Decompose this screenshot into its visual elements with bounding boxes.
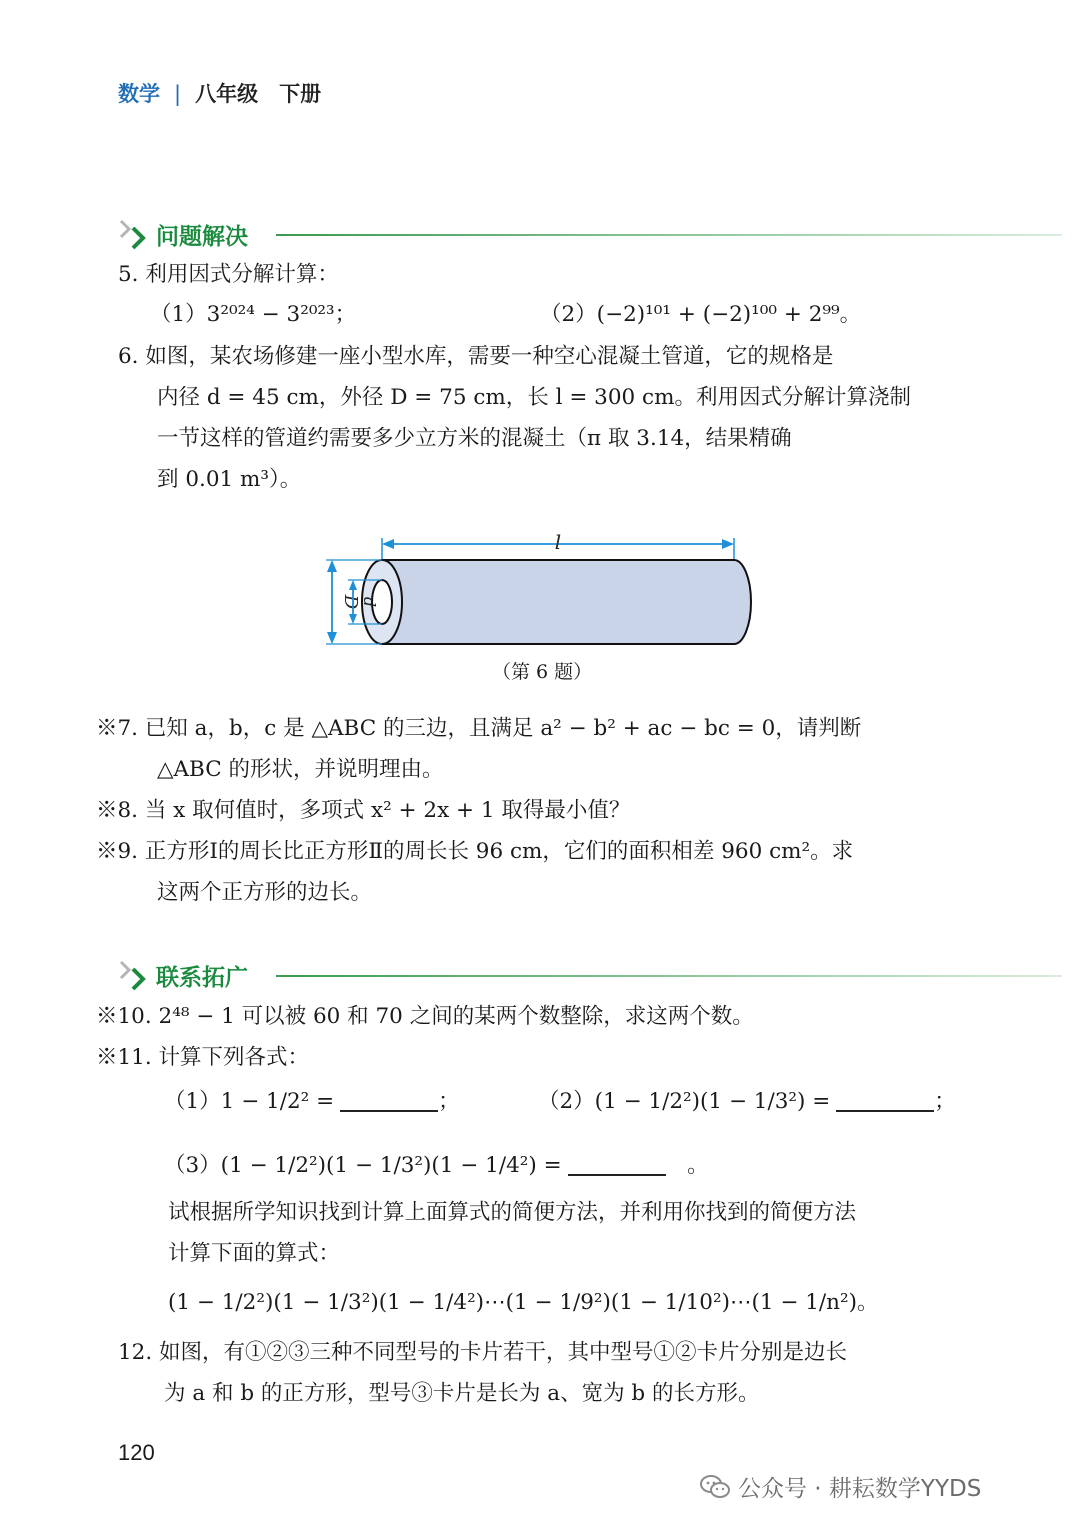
section-header-extension (118, 958, 1062, 992)
problem-6-line-3: 一节这样的管道约需要多少立方米的混凝土（π 取 3.14，结果精确 (157, 426, 792, 451)
problem-7-line-1: ※7. 已知 a，b，c 是 △ABC 的三边，且满足 a² − b² + ac − bc = 0，请判断 (96, 716, 862, 741)
page-header (118, 78, 321, 108)
pipe-figure (320, 528, 770, 658)
section-divider (276, 975, 1062, 977)
arrow-left-icon (382, 539, 394, 549)
section-title: 问题解决 (156, 223, 248, 250)
section-divider (276, 234, 1062, 236)
problem-11-instruction-1: 试根据所学知识找到计算上面算式的简便方法，并利用你找到的简便方法 (168, 1200, 857, 1225)
section-header-problem-solving (118, 217, 1062, 251)
chevron-right-icon (118, 217, 154, 251)
pipe-body (382, 560, 751, 644)
problem-11-part-3: （3）(1 − 1/2²)(1 − 1/3²)(1 − 1/4²) = 。 (164, 1153, 709, 1178)
answer-blank (340, 1088, 438, 1112)
part-1-expression: （1）1 − 1/2² = (164, 1089, 335, 1114)
arrow-down-icon (327, 632, 337, 644)
header-separator: | (174, 82, 182, 106)
problem-12-line-1: 12. 如图，有①②③三种不同型号的卡片若干，其中型号①②卡片分别是边长 (118, 1340, 848, 1365)
part-3-expression: （3）(1 − 1/2²)(1 − 1/3²)(1 − 1/4²) = (164, 1153, 562, 1178)
inner-diameter-label: d (360, 596, 379, 608)
problem-11-part-1: （1）1 − 1/2² = ； (164, 1089, 460, 1114)
answer-blank (568, 1152, 666, 1176)
problem-11-instruction-2: 计算下面的算式： (168, 1241, 341, 1266)
problem-9-line-2: 这两个正方形的边长。 (157, 880, 373, 905)
problem-8: ※8. 当 x 取何值时，多项式 x² + 2x + 1 取得最小值？ (96, 798, 631, 823)
answer-blank (836, 1088, 934, 1112)
problem-11-product: (1 − 1/2²)(1 − 1/3²)(1 − 1/4²)⋯(1 − 1/9²)(1 − 1/10²)⋯(1 − 1/n²)。 (168, 1290, 879, 1315)
part-2-expression: （2）(1 − 1/2²)(1 − 1/3²) = (538, 1089, 831, 1114)
problem-10: ※10. 2⁴⁸ − 1 可以被 60 和 70 之间的某两个数整除，求这两个数。 (96, 1004, 754, 1029)
section-title: 联系拓广 (156, 964, 248, 991)
problem-5-part-1: （1）3²⁰²⁴ − 3²⁰²³； (150, 302, 357, 327)
problem-5: 5. 利用因式分解计算： (118, 262, 339, 287)
arrow-right-icon (722, 539, 734, 549)
arrow-down-icon (349, 614, 357, 624)
problem-5-part-2: （2）(−2)¹⁰¹ + (−2)¹⁰⁰ + 2⁹⁹。 (540, 302, 862, 327)
problem-7-line-2: △ABC 的形状，并说明理由。 (157, 757, 444, 782)
length-label: l (554, 530, 562, 554)
wechat-icon (700, 1474, 730, 1500)
subject-title: 数学 (118, 82, 160, 106)
problem-6-line-4: 到 0.01 m³）。 (157, 467, 302, 492)
chevron-right-icon (118, 958, 154, 992)
problem-12-line-2: 为 a 和 b 的正方形，型号③卡片是长为 a、宽为 b 的长方形。 (164, 1381, 760, 1406)
arrow-up-icon (327, 560, 337, 572)
watermark (700, 1470, 981, 1503)
grade-volume: 八年级 下册 (195, 82, 322, 106)
figure-caption: （第 6 题） (492, 661, 593, 683)
problem-11: ※11. 计算下列各式： (96, 1045, 310, 1070)
watermark-text: 公众号 · 耕耘数学YYDS (738, 1476, 982, 1502)
outer-diameter-label: D (340, 594, 361, 610)
problem-6-line-2: 内径 d = 45 cm，外径 D = 75 cm，长 l = 300 cm。利用因式分解计算浇制 (157, 385, 911, 410)
problem-11-part-2: （2）(1 − 1/2²)(1 − 1/3²) = ； (538, 1089, 956, 1114)
problem-9-line-1: ※9. 正方形Ⅰ的周长比正方形Ⅱ的周长长 96 cm，它们的面积相差 960 cm²。求 (96, 839, 854, 864)
problem-6-line-1: 6. 如图，某农场修建一座小型水库，需要一种空心混凝土管道，它的规格是 (118, 344, 834, 369)
page-number: 120 (118, 1440, 155, 1465)
arrow-up-icon (349, 580, 357, 590)
